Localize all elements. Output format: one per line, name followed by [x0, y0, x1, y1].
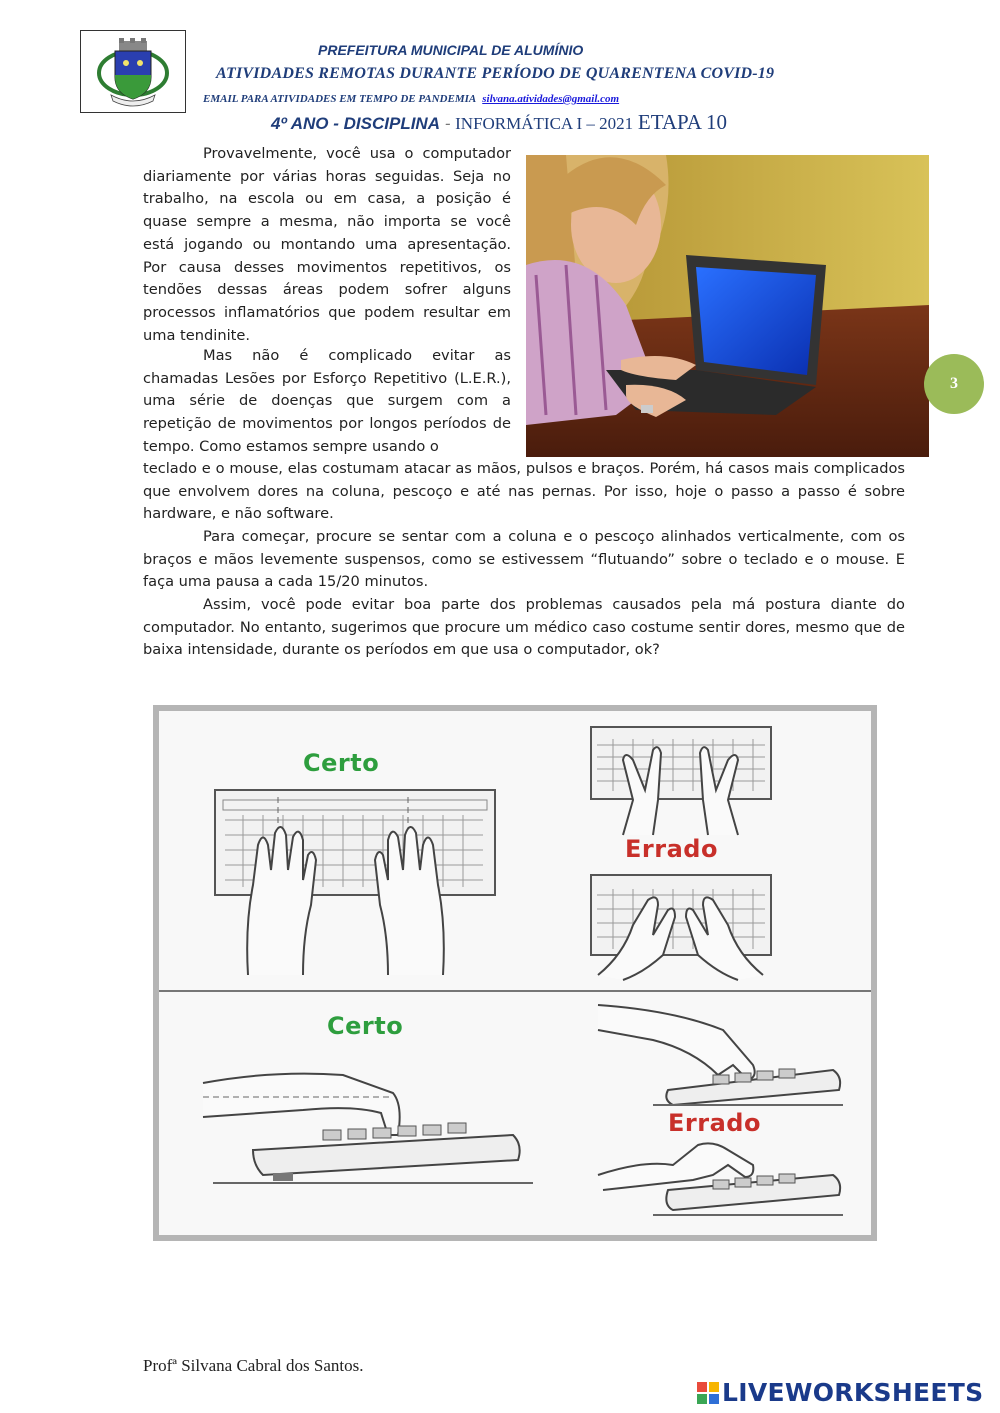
- paragraph-intro: Provavelmente, você usa o computador diariamente por várias horas seguidas. Seja no trabalho, na escola ou em casa, a posição é quase sempre a mesma, não importa se você está jogando ou montando uma apresentação. Por causa desses movimentos repetitivos, os tendões dessas áreas podem sofrer alguns processos inflamatórios que podem resultar em uma tendinite.: [143, 145, 511, 344]
- grade-discipline: 4º ANO - DISCIPLINA: [271, 114, 440, 133]
- separator: -: [444, 114, 451, 133]
- stage-label: ETAPA 10: [637, 110, 728, 134]
- typing-posture-illustration: [153, 705, 877, 1241]
- course-year: INFORMÁTICA I – 2021: [455, 114, 634, 133]
- bottom-correct-label: Certo: [327, 1012, 404, 1040]
- municipal-coat-of-arms-logo: [80, 30, 186, 113]
- municipality-title: PREFEITURA MUNICIPAL DE ALUMÍNIO: [318, 42, 584, 58]
- email-label: EMAIL PARA ATIVIDADES EM TEMPO DE PANDEMIA: [203, 93, 477, 105]
- paragraph-ler-continued: teclado e o mouse, elas costumam atacar as mãos, pulsos e braços. Porém, há casos mais complicados que envolvem dores na coluna, pescoço e até nas pernas. Por isso, hoje o passo a passo é sobre hardware, e não software.: [143, 460, 905, 523]
- email-line: [203, 93, 619, 105]
- page-number-badge: 3: [924, 354, 984, 414]
- liveworksheets-brand: [697, 1378, 983, 1407]
- discipline-line: [271, 110, 727, 135]
- top-wrong-label: Errado: [625, 835, 718, 863]
- liveworksheets-wordmark: LIVEWORKSHEETS: [722, 1378, 984, 1407]
- liveworksheets-logo-icon: [697, 1382, 719, 1404]
- email-link[interactable]: silvana.atividades@gmail.com: [482, 93, 620, 105]
- remote-activities-title: ATIVIDADES REMOTAS DURANTE PERÍODO DE QUARENTENA COVID-19: [216, 65, 775, 82]
- woman-using-laptop-photo: [526, 155, 929, 457]
- top-correct-label: Certo: [303, 749, 380, 777]
- paragraph-posture: Para começar, procure se sentar com a coluna e o pescoço alinhados verticalmente, com os braços e mãos levemente suspensos, como se estivessem “flutuando” sobre o teclado e o mouse. E faça uma pausa a cada 15/20 minutos.: [143, 528, 905, 591]
- paragraph-ler-start: Mas não é complicado evitar as chamadas Lesões por Esforço Repetitivo (L.E.R.), uma série de doenças que surgem com a repetição de movimentos por longos períodos de tempo. Como estamos sempre usando o: [143, 347, 511, 455]
- teacher-signature: Profª Silvana Cabral dos Santos.: [143, 1356, 364, 1375]
- paragraph-advice: Assim, você pode evitar boa parte dos problemas causados pela má postura diante do computador. No entanto, sugerimos que procure um médico caso costume sentir dores, mesmo que de baixa intensidade, durante os períodos em que usa o computador, ok?: [143, 596, 905, 659]
- bottom-wrong-label: Errado: [668, 1109, 761, 1137]
